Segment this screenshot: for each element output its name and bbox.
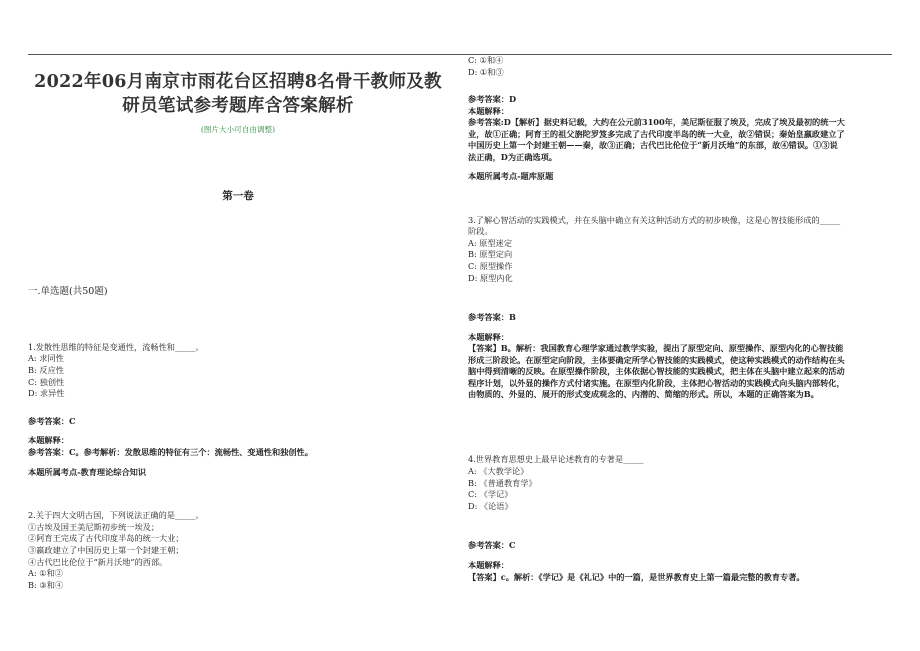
option-b: B: 反应性 xyxy=(28,364,64,375)
option-c: C: 独创性 xyxy=(28,376,65,387)
option-b: B: 原型定向 xyxy=(468,249,513,260)
question-stem-line-2: 阶段。 xyxy=(468,226,493,237)
question-4 xyxy=(468,454,898,583)
question-stem-line-1: 3.了解心智活动的实践模式，并在头脑中确立有关这种活动方式的初步映像，这是心智技能形成的_____ xyxy=(468,214,841,225)
image-size-note: (图片大小可自由调整) xyxy=(200,125,276,134)
analysis-line-2: 形成三阶段论。在原型定向阶段，主体要确定所学心智技能的实践模式，使这种实践模式的动作结构在头 xyxy=(468,354,845,365)
option-a: A: ①和② xyxy=(28,568,63,579)
question-stem: 4.世界教育思想史上最早论述教育的专著是_____ xyxy=(468,454,644,465)
question-stem: 1.发散性思维的特征是变通性，流畅性和_____。 xyxy=(28,341,204,352)
option-c: C: 原型操作 xyxy=(468,260,513,271)
option-b: B: 《普通教育学》 xyxy=(468,477,537,488)
option-a: A: 《大教学论》 xyxy=(468,465,529,476)
option-d: D: 求异性 xyxy=(28,388,65,399)
analysis-line-1: 【答案】B。解析：我国教育心理学家通过教学实验，提出了原型定向、原型操作、原型内化的心智技能 xyxy=(468,343,844,354)
analysis-line-4: 法正确，D为正确选项。 xyxy=(468,151,557,162)
question-2 xyxy=(28,510,448,591)
answer: 参考答案：D xyxy=(468,94,517,105)
analysis-label: 本题解释： xyxy=(28,435,69,446)
analysis-text: 参考答案：C。参考解析：发散思维的特征有三个：流畅性、变通性和独创性。 xyxy=(28,446,313,457)
option-a: A: 原型迷定 xyxy=(468,237,513,248)
statement-2: ②阿育王完成了古代印度半岛的统一大业； xyxy=(28,533,184,544)
analysis-line-3: 中国历史上第一个封建王朝——秦，故③正确；古代巴比伦位于“新月沃地”的东部，故④错误。①③说 xyxy=(468,140,838,151)
title-line-1: 2022年06月南京市雨花台区招聘8名骨干教师及教 xyxy=(34,72,442,92)
statement-3: ③嬴政建立了中国历史上第一个封建王朝； xyxy=(28,544,184,555)
option-c: C: 《学记》 xyxy=(468,489,513,500)
analysis-line-4: 程序计划，以外显的操作方式付诸实施。在原型内化阶段，主体把心智活动的实践模式向头脑内部转化， xyxy=(468,377,845,388)
option-d: D: 《论语》 xyxy=(468,500,513,511)
answer: 参考答案：B xyxy=(468,312,516,323)
right-column xyxy=(468,55,898,583)
option-d: D: ①和③ xyxy=(468,66,504,77)
document-title xyxy=(28,70,448,118)
analysis-line-3: 脑中得到清晰的反映。在原型操作阶段，主体依据心智技能的实践模式，把主体在头脑中建立起来的活动 xyxy=(468,366,845,377)
option-d: D: 原型内化 xyxy=(468,272,513,283)
title-line-2: 研员笔试参考题库含答案解析 xyxy=(122,96,354,116)
topic: 本题所属考点-题库原题 xyxy=(468,171,554,181)
question-1 xyxy=(28,342,448,478)
analysis-line-2: 业，故①正确；阿育王的祖父旃陀罗笈多完成了古代印度半岛的统一大业，故②错误；秦始皇嬴政建立了 xyxy=(468,128,845,139)
option-c: C: ①和④ xyxy=(468,55,504,65)
answer: 参考答案：C xyxy=(28,415,76,426)
analysis-label: 本题解释： xyxy=(468,331,509,342)
statement-1: ①古埃及国王美尼斯初步统一埃及； xyxy=(28,521,160,532)
section-heading: 第一卷 xyxy=(222,189,254,202)
option-b: B: ③和④ xyxy=(28,579,64,590)
analysis-label: 本题解释： xyxy=(468,105,509,116)
part-heading: 一.单选题(共50题) xyxy=(28,286,108,298)
question-3 xyxy=(468,215,898,401)
left-column xyxy=(28,58,448,591)
option-a: A: 求同性 xyxy=(28,353,64,364)
answer: 参考答案：C xyxy=(468,540,516,551)
statement-4: ④古代巴比伦位于“新月沃地”的西部。 xyxy=(28,556,168,567)
question-stem: 2.关于四大文明古国，下列说法正确的是_____。 xyxy=(28,510,204,521)
analysis-line-1: 参考答案:D【解析】据史料记载，大约在公元前3100年，美尼斯征服了埃及，完成了埃及最初的统一大 xyxy=(468,117,845,128)
analysis-text: 【答案】c。解析：《学记》是《礼记》中的一篇，是世界教育史上第一篇最完整的教育专著。 xyxy=(468,571,805,582)
analysis-line-5: 由物质的、外显的、展开的形式变成观念的、内潜的、简缩的形式。所以，本题的正确答案为B。 xyxy=(468,388,819,399)
topic: 本题所属考点-教育理论综合知识 xyxy=(28,466,147,477)
analysis-label: 本题解释： xyxy=(468,559,509,570)
